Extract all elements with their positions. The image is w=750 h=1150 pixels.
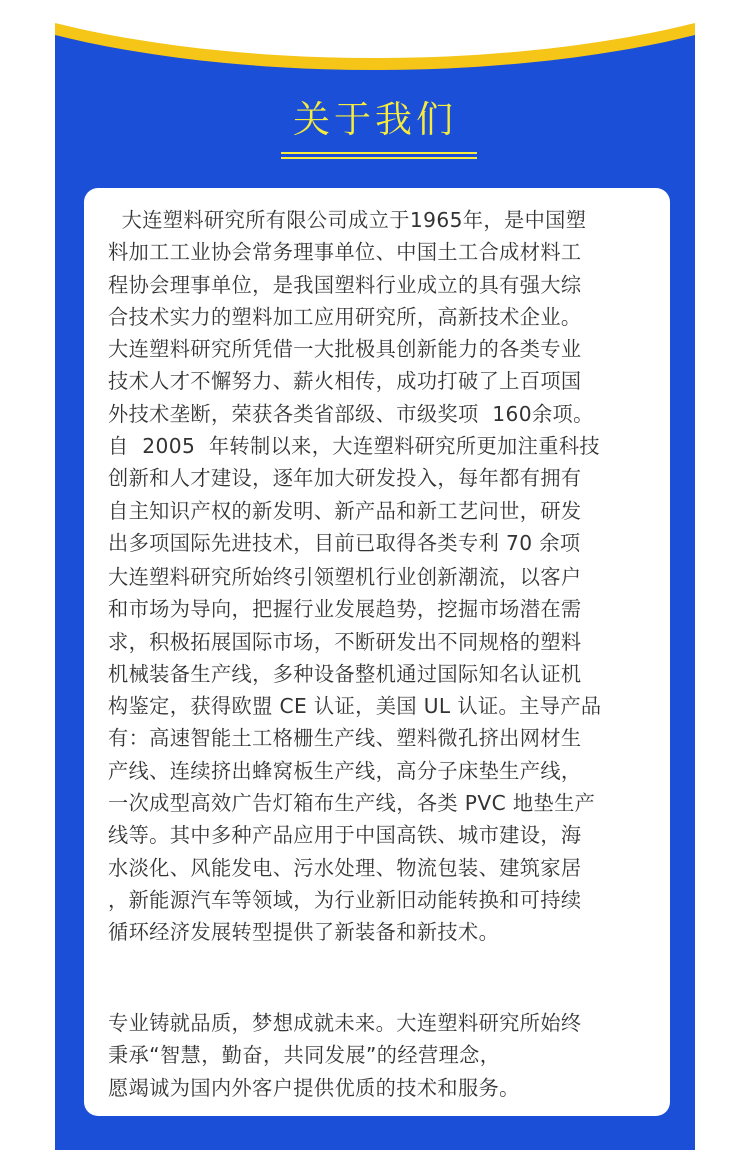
text-line: 程协会理事单位，是我国塑料行业成立的具有强大综	[108, 272, 582, 297]
text-line: 机械装备生产线，多种设备整机通过国际知名认证机	[108, 661, 582, 686]
title-underline-top	[281, 152, 477, 154]
text-line: 和市场为导向，把握行业发展趋势，挖掘市场潜在需	[108, 597, 582, 622]
text-line: 线等。其中多种产品应用于中国高铁、城市建设，海	[108, 823, 582, 848]
text-line: 自主知识产权的新发明、新产品和新工艺问世，研发	[108, 498, 582, 523]
text-line: 有：高速智能土工格栅生产线、塑料微孔挤出网材生	[108, 726, 582, 751]
page-title: 关于我们	[293, 98, 457, 141]
text-line: 专业铸就品质，梦想成就未来。大连塑料研究所始终	[108, 1011, 582, 1035]
intro-paragraph	[108, 204, 656, 559]
text-line: 技术人才不懈努力、薪火相传，成功打破了上百项国	[108, 369, 582, 394]
text-line: 合技术实力的塑料加工应用研究所，高新技术企业。	[108, 304, 582, 329]
text-line: 大连塑料研究所有限公司成立于1965年，是中国塑	[108, 208, 587, 232]
text-line: 大连塑料研究所始终引领塑机行业创新潮流，以客户	[108, 565, 582, 589]
text-line: 大连塑料研究所凭借一大批极具创新能力的各类专业	[108, 337, 582, 362]
title-underline-bottom	[281, 157, 477, 159]
text-line: 产线、连续挤出蜂窝板生产线，高分子床垫生产线，	[108, 758, 582, 783]
text-line: 水淡化、风能发电、污水处理、物流包装、建筑家居	[108, 855, 582, 880]
text-line: 构鉴定，获得欧盟 CE 认证，美国 UL 认证。主导产品	[108, 694, 602, 719]
text-line: 出多项国际先进技术，目前已取得各类专利 70 余项	[108, 530, 581, 555]
text-line: 创新和人才建设，逐年加大研发投入，每年都有拥有	[108, 466, 582, 491]
text-line: 外技术垄断，荣获各类省部级、市级奖项 160余项。	[108, 401, 594, 426]
text-line: 一次成型高效广告灯箱布生产线，各类 PVC 地垫生产	[108, 791, 596, 816]
closing-paragraph	[108, 1007, 656, 1104]
text-line: 料加工工业协会常务理事单位、中国土工合成材料工	[108, 240, 582, 265]
text-line: 愿竭诚为国内外客户提供优质的技术和服务。	[108, 1075, 520, 1100]
text-line: 秉承“智慧，勤奋，共同发展”的经营理念，	[108, 1043, 501, 1068]
text-line: ，新能源汽车等领域，为行业新旧动能转换和可持续	[108, 887, 582, 912]
text-line: 求，积极拓展国际市场，不断研发出不同规格的塑料	[108, 629, 582, 654]
products-paragraph	[108, 561, 656, 949]
text-line: 自 2005 年转制以来，大连塑料研究所更加注重科技	[108, 434, 600, 459]
text-line: 循环经济发展转型提供了新装备和新技术。	[108, 920, 500, 945]
